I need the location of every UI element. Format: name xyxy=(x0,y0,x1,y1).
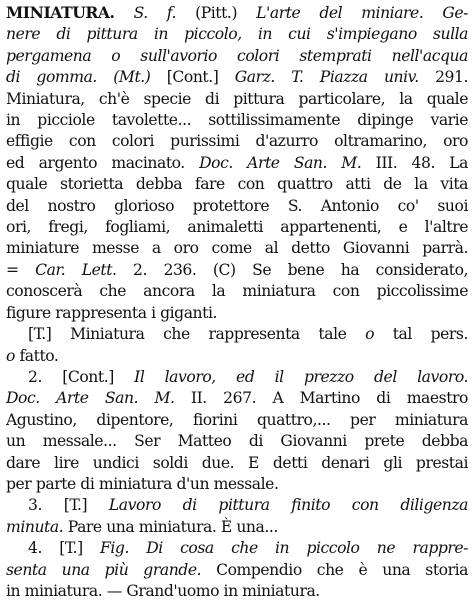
entry-text: in miniatura. — Grand'uomo in miniatura. xyxy=(6,581,320,600)
entry-line xyxy=(6,24,468,45)
entry-line xyxy=(6,538,468,559)
entry-line xyxy=(6,560,468,581)
entry-line xyxy=(6,517,468,538)
entry-line xyxy=(6,174,468,195)
entry-line xyxy=(6,431,468,452)
entry-line xyxy=(6,46,468,67)
entry-text: Miniatura, ch'è specie di pittura particolare, la quale xyxy=(6,89,468,108)
entry-text: [T.] Miniatura che rappresenta tale xyxy=(28,325,366,344)
entry-text: Pare una miniatura. È una... xyxy=(63,517,278,536)
italic-text: di gomma. (Mt.) xyxy=(6,68,151,87)
entry-text: dare lire undici soldi due. E detti denari gli prestai xyxy=(6,453,468,472)
entry-text: (Pitt.) xyxy=(176,4,257,22)
entry-text: del nostro glorioso protettore S. Antonio co' suoi xyxy=(6,196,468,215)
entry-text: Compendio che è una storia xyxy=(201,560,468,579)
entry-text: 291. xyxy=(418,68,468,87)
entry-text xyxy=(115,4,134,22)
entry-text: = xyxy=(6,260,36,279)
entry-line xyxy=(6,2,468,24)
entry-text: II. 267. A Martino di maestro xyxy=(174,389,468,408)
entry-text: per parte di miniatura d'un messale. xyxy=(6,474,279,493)
entry-line xyxy=(6,324,468,345)
entry-text: un messale... Ser Matteo di Giovanni prete debba xyxy=(6,432,468,451)
entry-line xyxy=(6,346,468,367)
italic-text: Doc. Arte San. M. xyxy=(6,389,175,408)
entry-line xyxy=(6,303,468,324)
entry-text: ori, fregi, fogliami, animaletti appartenenti, e l'altre xyxy=(6,218,468,237)
italic-text: pergamena o sull'avorio colori stemprati nell'acqua xyxy=(6,46,468,65)
entry-line xyxy=(6,238,468,259)
dictionary-entry-miniatura xyxy=(6,2,468,602)
entry-line xyxy=(6,196,468,217)
italic-text: Il lavoro, ed il prezzo del lavoro. xyxy=(134,367,468,386)
entry-text: 4. [T.] xyxy=(28,539,101,558)
italic-text: Fig. Di cosa che in piccolo ne rappre- xyxy=(100,539,468,558)
italic-text: Car. Lett. xyxy=(35,260,117,279)
entry-line xyxy=(6,474,468,495)
entry-line xyxy=(6,131,468,152)
entry-text: 3. [T.] xyxy=(28,496,109,515)
entry-text: effigie con colori purissimi d'azurro oltramarino, oro xyxy=(6,132,468,151)
entry-text: 2. [Cont.] xyxy=(28,367,135,386)
italic-text: minuta. xyxy=(6,517,64,536)
italic-text: Lavoro di pittura finito con diligenza xyxy=(108,496,468,515)
entry-text: 2. 236. (C) Se bene ha considerato, xyxy=(116,260,468,279)
entry-text: fatto. xyxy=(14,346,59,365)
entry-text: figure rappresenta i giganti. xyxy=(6,303,218,322)
entry-text: in picciole tavolette... sottilissimamente dipinge varie xyxy=(6,111,468,130)
entry-line xyxy=(6,410,468,431)
entry-line xyxy=(6,153,468,174)
entry-text: quale storietta debba fare con quattro atti de la vita xyxy=(6,175,468,194)
entry-line xyxy=(6,260,468,281)
italic-text: S. f. xyxy=(133,4,177,22)
entry-text: [Cont.] xyxy=(150,68,235,87)
entry-text: miniature messe a oro come al detto Giovanni parrà. xyxy=(6,239,468,258)
entry-text: ed argento macinato. xyxy=(6,153,200,172)
entry-text: tal pers. xyxy=(374,325,468,344)
italic-text: senta una più grande. xyxy=(6,560,202,579)
entry-line xyxy=(6,281,468,302)
entry-line xyxy=(6,89,468,110)
entry-line xyxy=(6,367,468,388)
entry-line xyxy=(6,495,468,516)
italic-text: o xyxy=(6,346,15,365)
italic-text: L'arte del miniare. Ge- xyxy=(256,4,468,22)
italic-text: o xyxy=(365,325,375,344)
entry-line xyxy=(6,217,468,238)
entry-line xyxy=(6,388,468,409)
entry-text: Agustino, dipentore, fiorini quattro,... per miniatura xyxy=(6,410,468,429)
italic-text: Garz. T. Piazza univ. xyxy=(234,68,419,87)
headword: MINIATURA. xyxy=(6,3,115,22)
entry-text: III. 48. La xyxy=(361,153,468,172)
entry-line xyxy=(6,453,468,474)
italic-text: Doc. Arte San. M. xyxy=(199,153,362,172)
italic-text: nere di pittura in piccolo, in cui s'impiegano sulla xyxy=(6,25,468,44)
entry-line xyxy=(6,67,468,88)
entry-line xyxy=(6,110,468,131)
entry-text: conoscerà che ancora la miniatura con piccolissime xyxy=(6,282,468,301)
